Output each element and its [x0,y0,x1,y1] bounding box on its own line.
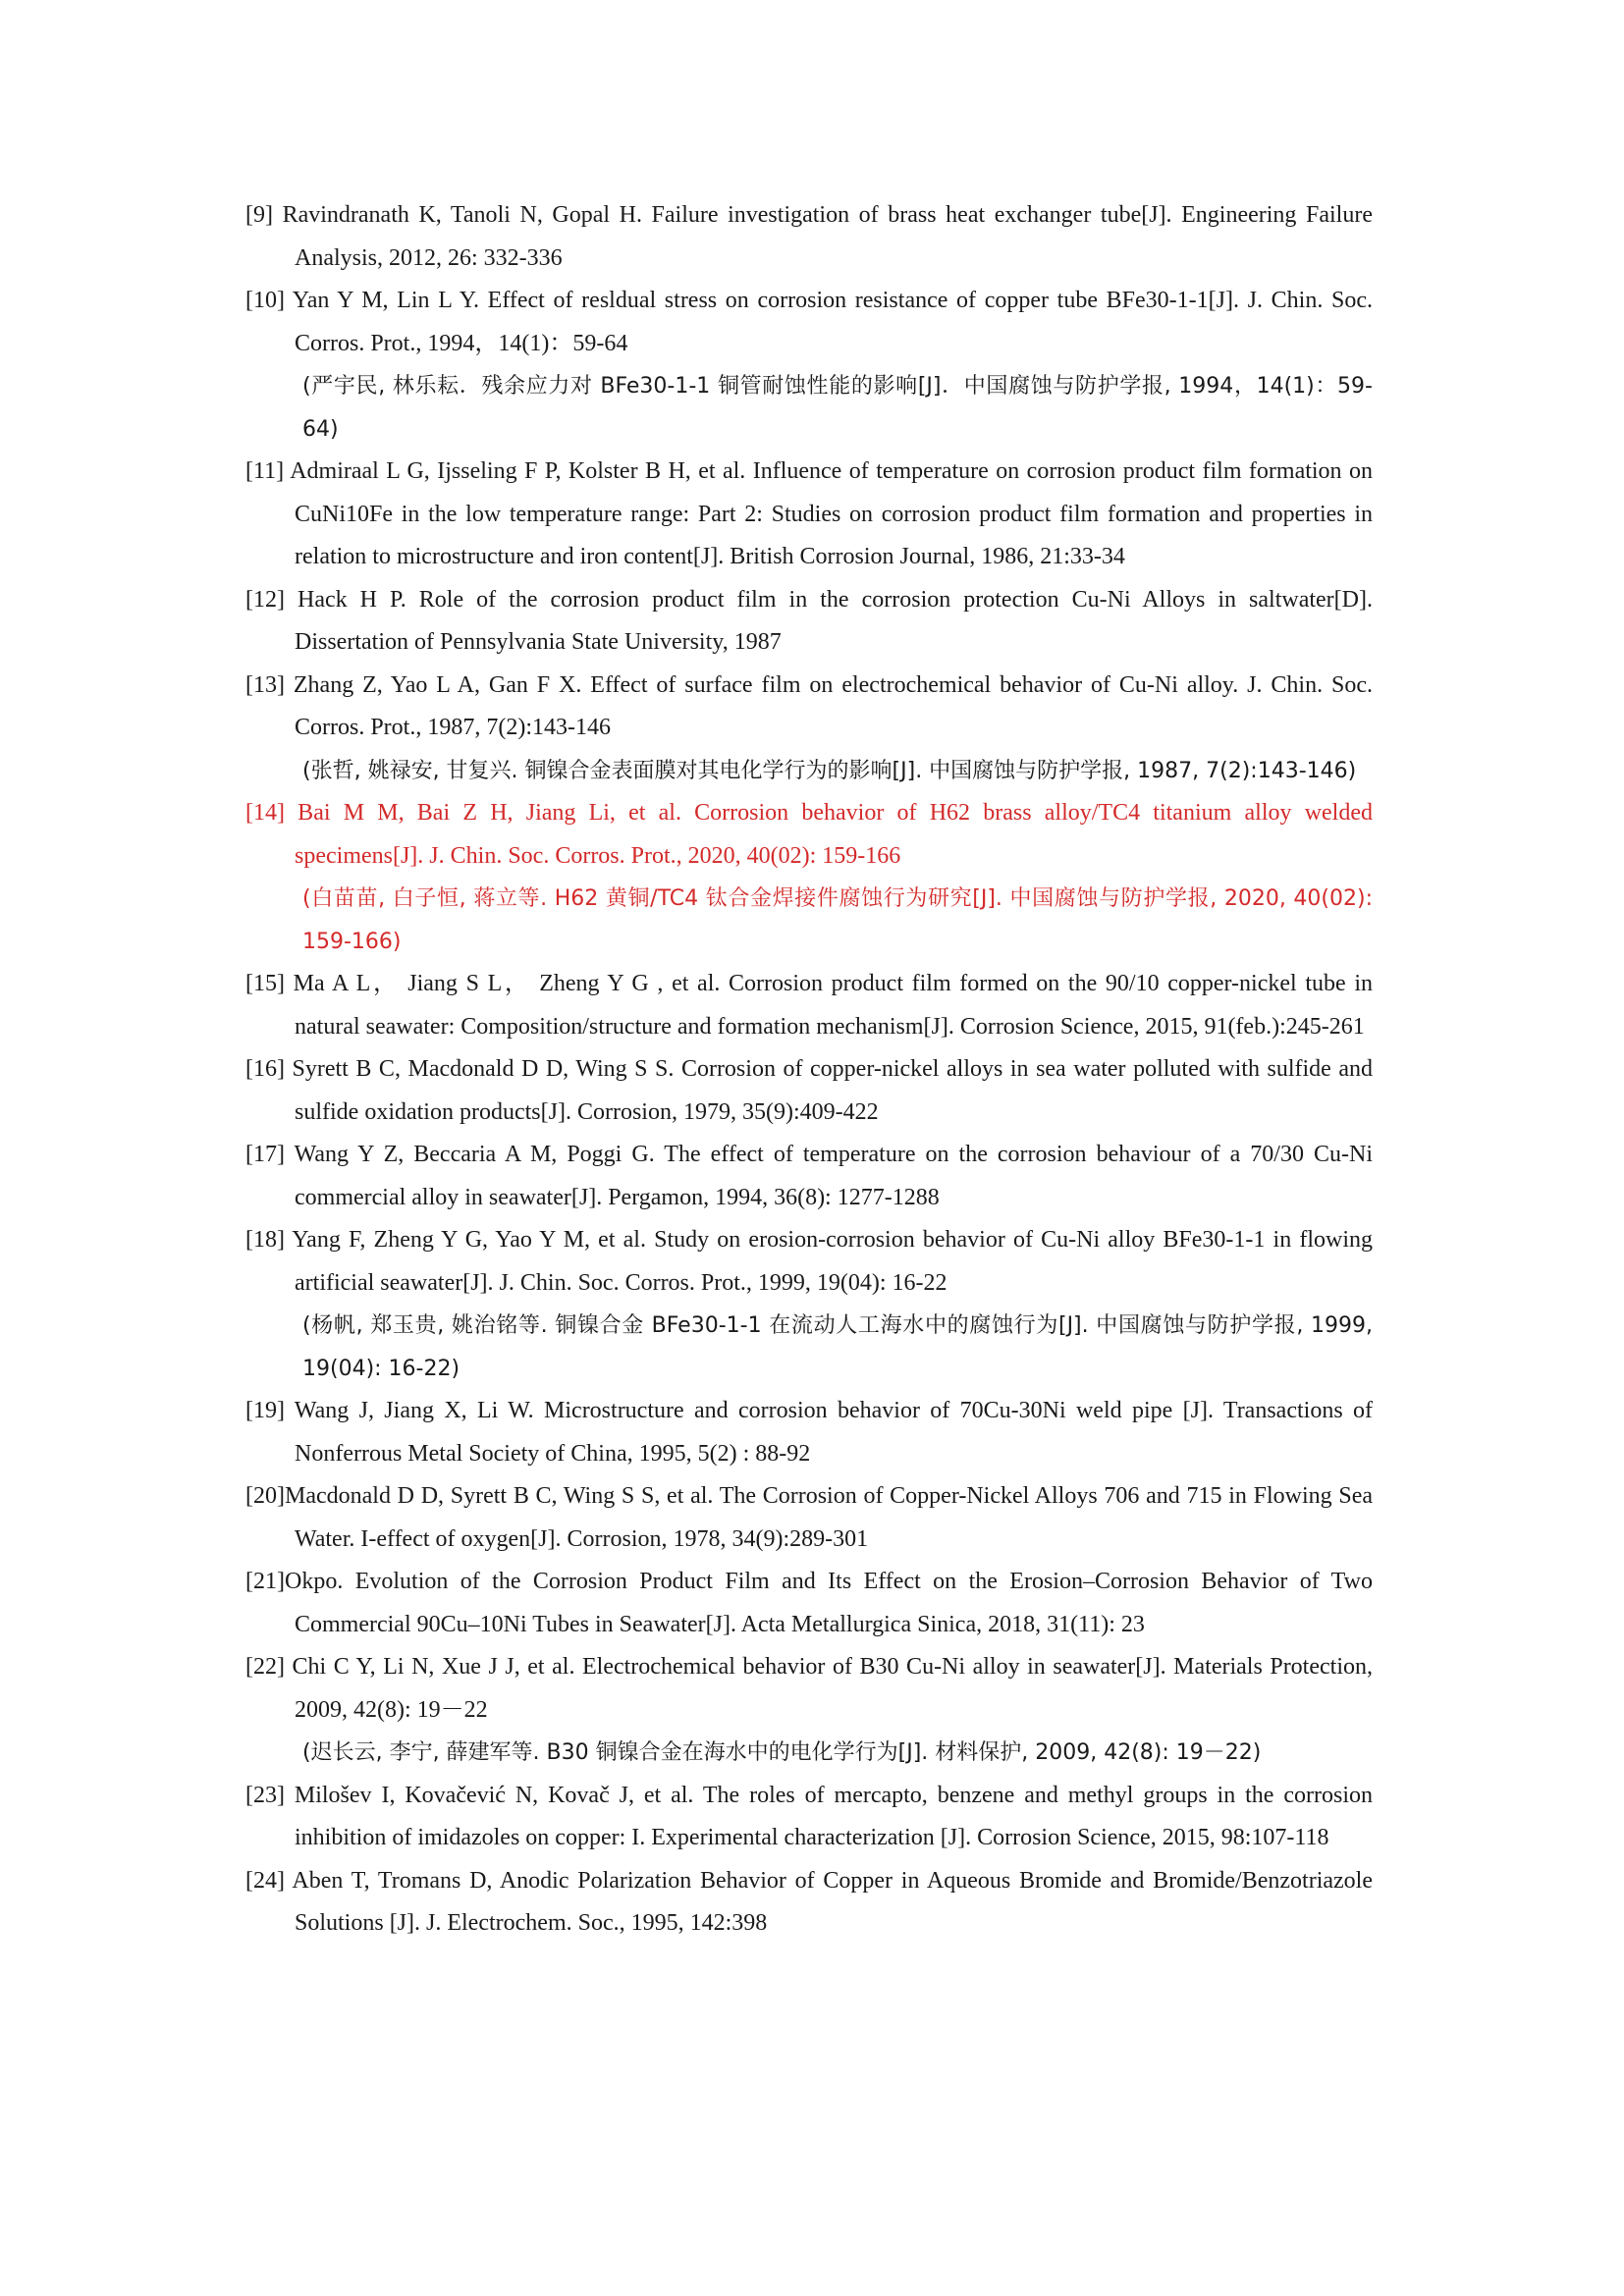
reference-item-22 [245,1646,1373,1775]
reference-item-17 [245,1134,1373,1219]
reference-item-23 [245,1775,1373,1860]
reference-text: [16] Syrett B C, Macdonald D D, Wing S S. Corrosion of copper-nickel alloys in sea water polluted with sulfide and sulfide oxidation products[J]. Corrosion, 1979, 35(9):409-422 [245,1056,1373,1125]
reference-list [245,194,1373,1946]
reference-item-16 [245,1048,1373,1134]
reference-text: [10] Yan Y M, Lin L Y. Effect of resldual stress on corrosion resistance of copper tube BFe30-1-1[J]. J. Chin. Soc. Corros. Prot., 1994，14(1)：59-64 [245,288,1373,356]
reference-chinese-text: (迟长云, 李宁, 薛建军等. B30 铜镍合金在海水中的电化学行为[J]. 材料保护, 2009, 42(8): 19－22) [302,1740,1262,1765]
reference-text: [22] Chi C Y, Li N, Xue J J, et al. Electrochemical behavior of B30 Cu-Ni alloy in seawater[J]. Materials Protection, 2009, 42(8): 19－22 [245,1654,1373,1723]
reference-chinese-text: (白苗苗, 白子恒, 蒋立等. H62 黄铜/TC4 钛合金焊接件腐蚀行为研究[J]. 中国腐蚀与防护学报, 2020, 40(02): 159-166) [302,886,1373,954]
reference-item-12 [245,579,1373,665]
reference-item-14 [245,792,1373,963]
reference-text: [19] Wang J, Jiang X, Li W. Microstructure and corrosion behavior of 70Cu-30Ni weld pipe [J]. Transactions of Nonferrous Metal Society of China, 1995, 5(2) : 88-92 [245,1398,1373,1467]
reference-item-21 [245,1561,1373,1646]
reference-chinese-text: (张哲, 姚禄安, 甘复兴. 铜镍合金表面膜对其电化学行为的影响[J]. 中国腐蚀与防护学报, 1987, 7(2):143-146) [302,758,1357,783]
reference-text: [21]Okpo. Evolution of the Corrosion Product Film and Its Effect on the Erosion–Corrosion Behavior of Two Commercial 90Cu–10Ni Tubes in Seawater[J]. Acta Metallurgica Sinica, 2018, 31(11): 23 [245,1569,1373,1637]
reference-text: [9] Ravindranath K, Tanoli N, Gopal H. Failure investigation of brass heat exchanger tube[J]. Engineering Failure Analysis, 2012, 26: 332-336 [245,202,1373,271]
reference-item-11 [245,451,1373,579]
reference-item-9 [245,194,1373,280]
reference-text: [13] Zhang Z, Yao L A, Gan F X. Effect of surface film on electrochemical behavior of Cu-Ni alloy. J. Chin. Soc. Corros. Prot., 1987, 7(2):143-146 [245,671,1373,740]
reference-text: [18] Yang F, Zheng Y G, Yao Y M, et al. Study on erosion-corrosion behavior of Cu-Ni alloy BFe30-1-1 in flowing artificial seawater[J]. J. Chin. Soc. Corros. Prot., 1999, 19(04): 16-22 [245,1227,1373,1296]
reference-text: [24] Aben T, Tromans D, Anodic Polarization Behavior of Copper in Aqueous Bromide and Bromide/Benzotriazole Solutions [J]. J. Electrochem. Soc., 1995, 142:398 [245,1867,1373,1936]
reference-text: [11] Admiraal L G, Ijsseling F P, Kolster B H, et al. Influence of temperature on corrosion product film formation on CuNi10Fe in the low temperature range: Part 2: Studies on corrosion product film formation and properties in relation to microstructure and iron content[J]. British Corrosion Journal, 1986, 21:33-34 [245,458,1373,569]
reference-item-20 [245,1475,1373,1561]
reference-text: [20]Macdonald D D, Syrett B C, Wing S S, et al. The Corrosion of Copper-Nickel Alloys 706 and 715 in Flowing Sea Water. I-effect of oxygen[J]. Corrosion, 1978, 34(9):289-301 [245,1483,1373,1552]
reference-text: [23] Milošev I, Kovačević N, Kovač J, et al. The roles of mercapto, benzene and methyl groups in the corrosion inhibition of imidazoles on copper: I. Experimental characterization [J]. Corrosion Science, 2015, 98:107-118 [245,1782,1373,1850]
reference-item-10 [245,280,1373,451]
reference-text: [17] Wang Y Z, Beccaria A M, Poggi G. The effect of temperature on the corrosion behaviour of a 70/30 Cu-Ni commercial alloy in seawater[J]. Pergamon, 1994, 36(8): 1277-1288 [245,1142,1373,1210]
reference-text: [15] Ma A L， Jiang S L， Zheng Y G , et al. Corrosion product film formed on the 90/10 copper-nickel tube in natural seawater: Composition/structure and formation mechanism[J]. Corrosion Science, 2015, 91(feb.):245-261 [245,971,1373,1040]
reference-item-19 [245,1390,1373,1475]
reference-item-15 [245,963,1373,1048]
reference-chinese-text: (杨帆, 郑玉贵, 姚治铭等. 铜镍合金 BFe30-1-1 在流动人工海水中的腐蚀行为[J]. 中国腐蚀与防护学报, 1999, 19(04): 16-22) [302,1313,1373,1381]
reference-text: [12] Hack H P. Role of the corrosion product film in the corrosion protection Cu-Ni Alloys in saltwater[D]. Dissertation of Pennsylvania State University, 1987 [245,586,1373,655]
reference-item-18 [245,1219,1373,1390]
reference-text: [14] Bai M M, Bai Z H, Jiang Li, et al. Corrosion behavior of H62 brass alloy/TC4 titanium alloy welded specimens[J]. J. Chin. Soc. Corros. Prot., 2020, 40(02): 159-166 [245,800,1373,869]
reference-item-24 [245,1860,1373,1946]
reference-item-13 [245,665,1373,793]
reference-chinese-text: (严宇民, 林乐耘．残余应力对 BFe30-1-1 铜管耐蚀性能的影响[J]．中国腐蚀与防护学报, 1994，14(1)：59-64) [302,374,1373,442]
